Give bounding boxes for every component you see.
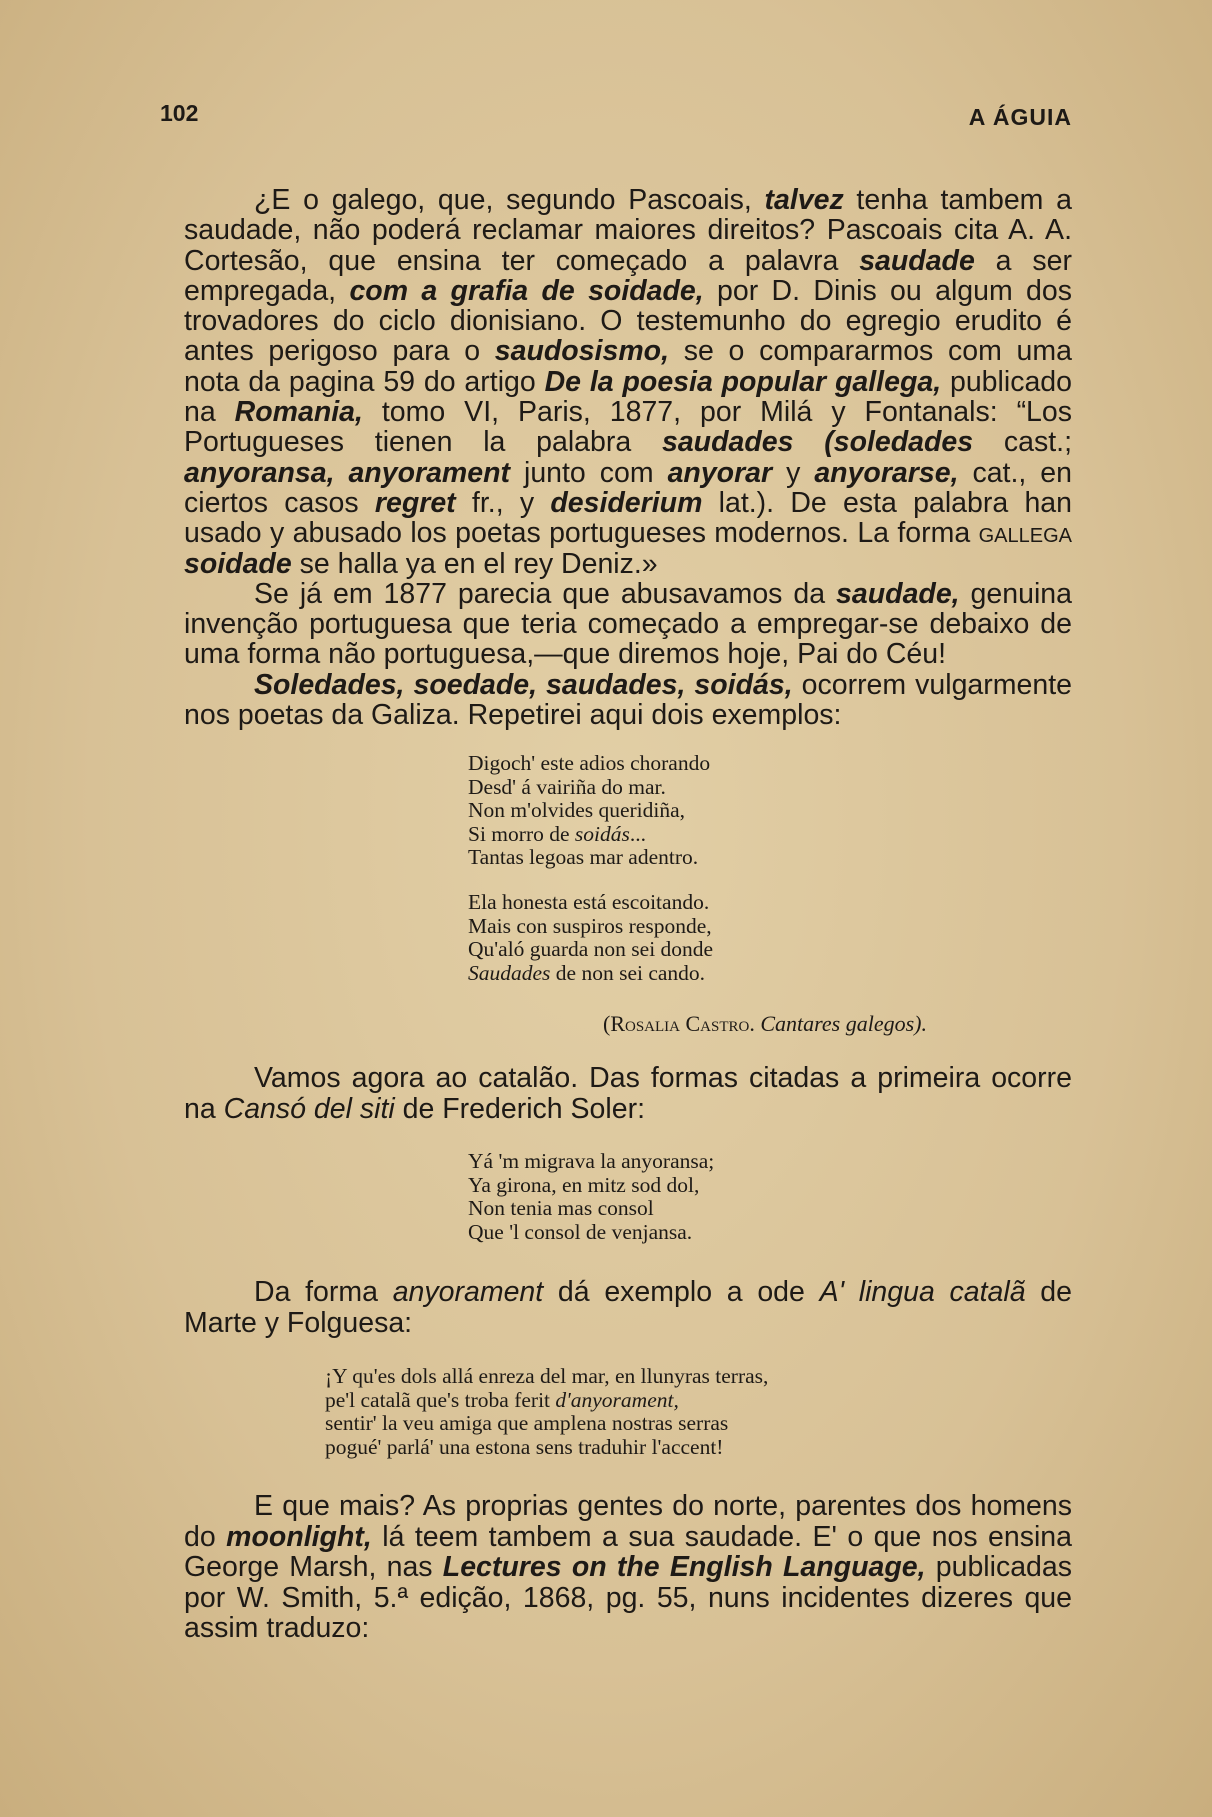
paragraph-1: ¿E o galego, que, segundo Pascoais, talvez tenha tambem a saudade, não poderá reclamar maiores direitos? Pascoais cita A. A. Cortesão, que ensina ter começado a palavra saudade a ser empregada, com a grafia de soidade, por D. Dinis ou algum dos trovadores do ciclo dionisiano. O testemunho do egregio erudito é antes perigoso para o saudosismo, se o compararmos com uma nota da pagina 59 do artigo De la poesia popular gallega, publicado na Romania, tomo VI, Paris, 1877, por Milá y Fontanals: “Los Portugueses tienen la palabra saudades (soledades cast.; anyoransa, anyorament junto com anyorar y anyorarse, cat., en ciertos casos regret fr., y desiderium lat.). De esta palabra han usado y abusado los poetas portugueses modernos. La forma gallega soidade se halla ya en el rey Deniz.» Se já em 1877 parecia que abusavamos da saudade, genuina invenção portuguesa que teria começado a empregar-se debaixo de uma forma não portuguesa,—que diremos hoje, Pai do Céu! Soledades, soedade, saudades, soidás, ocorrem vulgarmente nos poetas da Galiza. Repetirei aqui dois exemplos: (184, 184, 1073, 732)
page-number: 102 (160, 100, 199, 126)
paragraph-6: E que mais? As proprias gentes do norte, parentes dos homens do moonlight, lá teem tambem a sua saudade. E' o que nos ensina George Marsh, nas Lectures on the English Language, publicadas por W. Smith, 5.ª edição, 1868, pg. 55, nuns incidentes dizeres que assim traduzo: (184, 1490, 1073, 1644)
paragraph-2: Se já em 1877 parecia que abusavamos da saudade, genuina invenção portuguesa que teria começado a empregar-se debaixo de uma forma não portuguesa,—que diremos hoje, Pai do Céu! (184, 577, 1072, 671)
verse-rosalia-2: Ela honesta está escoitando. Mais con suspiros responde, Qu'aló guarda non sei donde Saudades de non sei cando. (468, 890, 714, 985)
paragraph-3: Soledades, soedade, saudades, soidás, ocorrem vulgarmente nos poetas da Galiza. Repetirei aqui dois exemplos: (184, 668, 1072, 732)
citation: (Rosalia Castro. Cantares galegos). (603, 1011, 927, 1036)
paragraph-5: Da forma anyorament dá exemplo a ode A' lingua catalã de Marte y Folguesa: (184, 1276, 1072, 1339)
verse-rosalia-1: Digoch' este adios chorando Desd' á vairiña do mar. Non m'olvides queridiña, Si morro de soidás... Tantas legoas mar adentro. (468, 751, 711, 870)
verse-soler: Yá 'm migrava la anyoransa; Ya girona, en mitz sod dol, Non tenia mas consol Que 'l consol de venjansa. (468, 1149, 715, 1244)
paragraph-4: Vamos agora ao catalão. Das formas citadas a primeira ocorre na Cansó del siti de Frederich Soler: (184, 1062, 1072, 1125)
running-head: A ÁGUIA (968, 104, 1072, 130)
verse-folguesa: ¡Y qu'es dols allá enreza del mar, en llunyras terras, pe'l catalã que's troba ferit d'anyorament, sentir' la veu amiga que amplena nostras serras pogué' parlá' una estona sens traduhir l'accent! (325, 1364, 769, 1459)
